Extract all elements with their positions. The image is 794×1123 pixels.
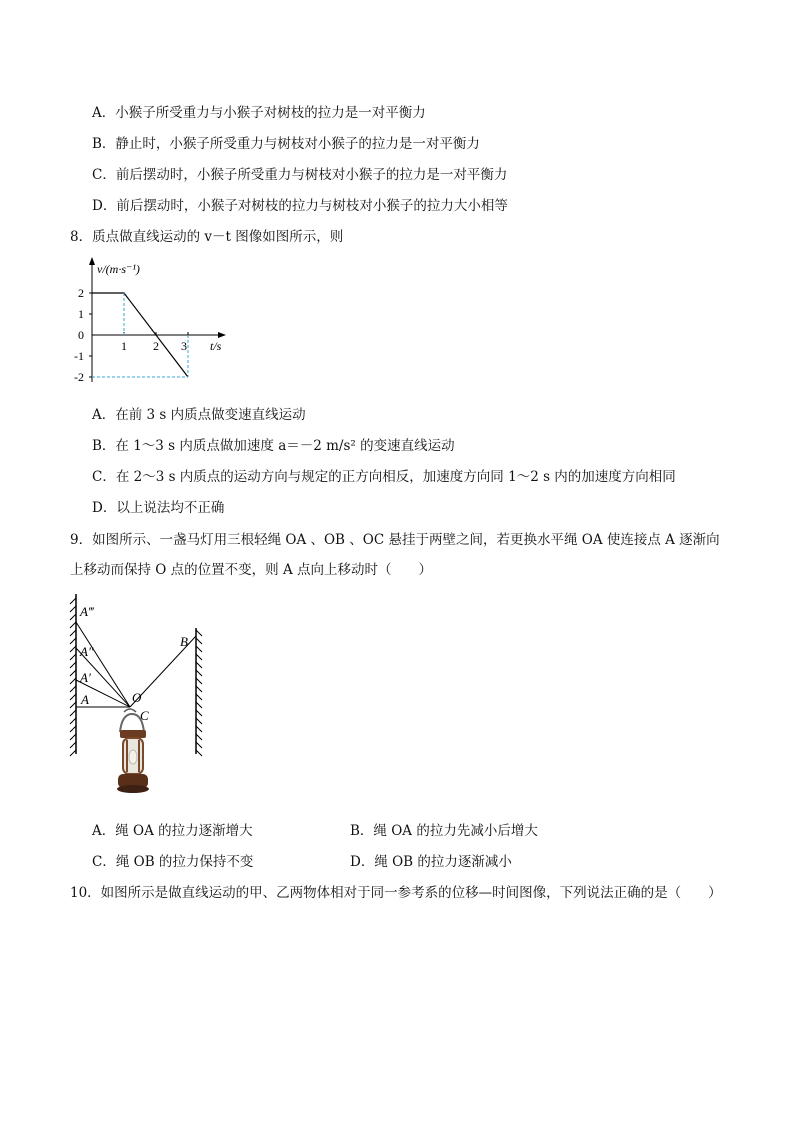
- x-tick-2: 2: [153, 339, 159, 353]
- y-axis-arrow: [89, 257, 95, 265]
- label-a: A: [81, 692, 89, 707]
- q8-option-b: B．在 1～3 s 内质点做加速度 a＝－2 m/s² 的变速直线运动: [92, 438, 455, 454]
- x-tick-1: 1: [121, 339, 127, 353]
- x-axis-arrow: [218, 332, 226, 338]
- y-tick-1: 1: [78, 307, 84, 321]
- right-wall-hatch: [196, 630, 202, 756]
- y-tick-neg2: -2: [74, 370, 84, 384]
- q9-option-d: D．绳 OB 的拉力逐渐减小: [350, 854, 512, 870]
- y-tick-0: 0: [78, 328, 84, 342]
- label-a2: A″: [80, 644, 94, 659]
- label-c: C: [140, 708, 149, 723]
- q7-option-c: C．前后摆动时，小猴子所受重力与树枝对小猴子的拉力是一对平衡力: [92, 167, 508, 183]
- x-tick-3: 3: [181, 339, 187, 353]
- q9-stem-line2: 上移动而保持 O 点的位置不变，则 A 点向上移动时（ ）: [70, 562, 432, 578]
- y-tick-neg1: -1: [74, 349, 84, 363]
- y-tick-2: 2: [78, 286, 84, 300]
- q9-option-a: A．绳 OA 的拉力逐渐增大: [92, 823, 253, 839]
- q8-option-c: C．在 2～3 s 内质点的运动方向与规定的正方向相反，加速度方向同 1～2 s 内的加速度方向相同: [92, 469, 676, 485]
- label-a1: A′: [80, 670, 91, 685]
- q10-stem: 10．如图所示是做直线运动的甲、乙两物体相对于同一参考系的位移—时间图像，下列说法正确的是（ ）: [70, 885, 722, 901]
- q8-option-a: A．在前 3 s 内质点做变速直线运动: [92, 407, 306, 423]
- y-axis-label: v/(m·s⁻¹): [97, 262, 140, 276]
- q9-option-b: B．绳 OA 的拉力先减小后增大: [350, 823, 538, 839]
- label-a3: A‴: [80, 604, 94, 619]
- x-axis-label: t/s: [210, 339, 222, 353]
- label-b: B: [180, 634, 188, 649]
- q9-lamp-figure: [66, 590, 216, 812]
- q7-option-d: D．前后摆动时，小猴子对树枝的拉力与树枝对小猴子的拉力大小相等: [92, 198, 508, 214]
- q9-stem-line1: 9．如图所示、一盏马灯用三根轻绳 OA 、OB 、OC 悬挂于两壁之间，若更换水平绳 OA 使连接点 A 逐渐向: [70, 532, 720, 548]
- left-wall-hatch: [70, 598, 76, 756]
- q8-vt-graph: [70, 254, 240, 390]
- label-o: O: [132, 690, 142, 705]
- q7-option-a: A．小猴子所受重力与小猴子对树枝的拉力是一对平衡力: [92, 105, 426, 121]
- q7-option-b: B．静止时，小猴子所受重力与树枝对小猴子的拉力是一对平衡力: [92, 136, 480, 152]
- q8-stem: 8．质点做直线运动的 v－t 图像如图所示，则: [70, 229, 344, 245]
- q8-option-d: D．以上说法均不正确: [92, 500, 225, 516]
- q9-option-c: C．绳 OB 的拉力保持不变: [92, 854, 254, 870]
